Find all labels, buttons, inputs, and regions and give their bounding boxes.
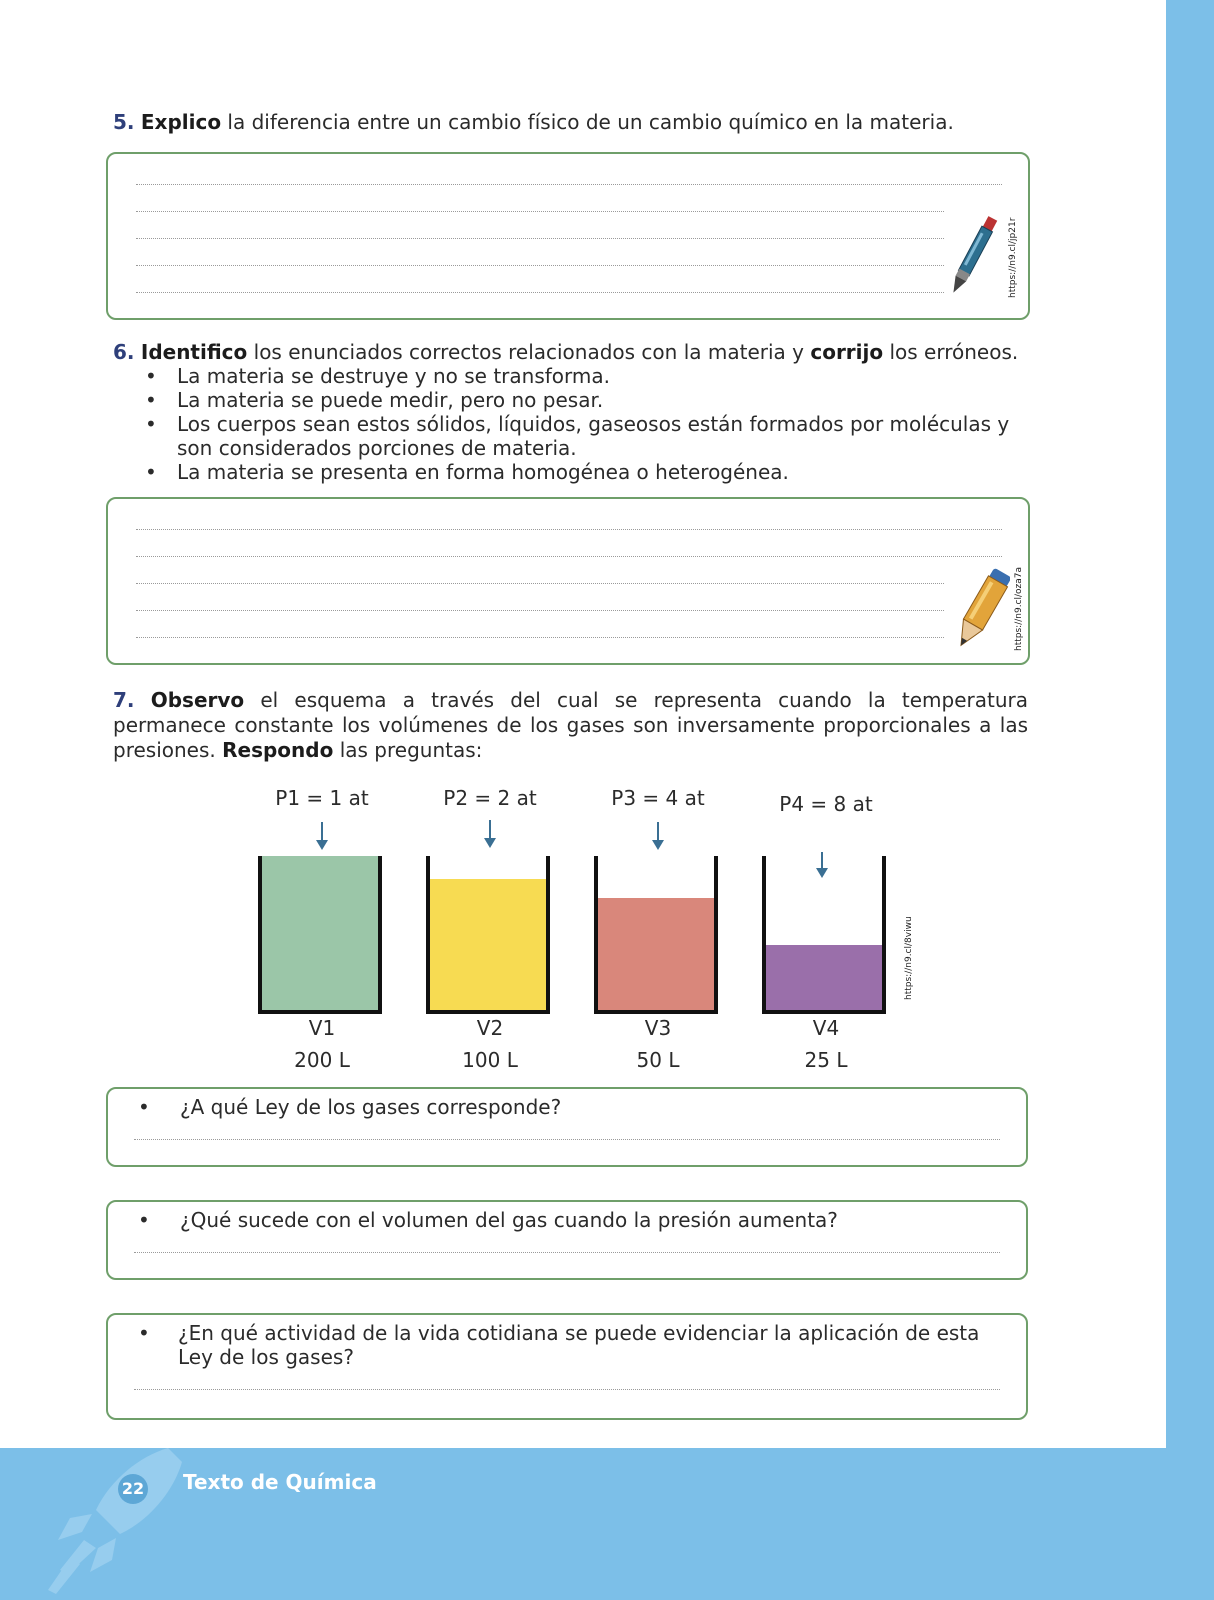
q6-answer-box[interactable] xyxy=(106,497,1030,665)
answer-line xyxy=(136,292,944,293)
answer-line xyxy=(136,637,944,638)
image-source-url: https://n9.cl/oza7a xyxy=(1014,566,1024,651)
volume-name-1: V1 xyxy=(308,1016,336,1040)
boyle-law-diagram xyxy=(250,780,950,1080)
pressure-arrow-1 xyxy=(321,822,323,848)
question-bullet: • xyxy=(138,1095,150,1119)
pressure-label-3: P3 = 4 at xyxy=(611,786,705,810)
question-bullet: • xyxy=(138,1208,150,1232)
side-bar xyxy=(1166,0,1214,1600)
image-source-url: https://n9.cl/8viwu xyxy=(904,916,914,1000)
gas-container-1 xyxy=(258,856,382,1014)
list-item: • Los cuerpos sean estos sólidos, líquidos, gaseosos están formados por moléculas y son considerados porciones de materia. xyxy=(113,412,1033,460)
gas-container-3 xyxy=(594,856,718,1014)
pressure-label-2: P2 = 2 at xyxy=(443,786,537,810)
q5-answer-box[interactable] xyxy=(106,152,1030,320)
answer-line xyxy=(136,610,944,611)
q5-title: 5. Explico la diferencia entre un cambio físico de un cambio químico en la materia. xyxy=(113,110,954,134)
answer-line xyxy=(136,556,1002,557)
pencil-icon xyxy=(954,563,1010,655)
question-text: ¿Qué sucede con el volumen del gas cuando la presión aumenta? xyxy=(180,1208,838,1232)
volume-name-3: V3 xyxy=(644,1016,672,1040)
pen-icon xyxy=(946,210,1002,302)
volume-name-2: V2 xyxy=(476,1016,504,1040)
question-text: ¿En qué actividad de la vida cotidiana se puede evidenciar la aplicación de esta Ley de los gases? xyxy=(178,1321,980,1369)
question-text: ¿A qué Ley de los gases corresponde? xyxy=(180,1095,562,1119)
answer-line xyxy=(136,529,1002,530)
volume-value-4: 25 L xyxy=(804,1048,848,1072)
q7-question-box-1[interactable] xyxy=(106,1087,1028,1167)
pressure-arrow-3 xyxy=(657,822,659,848)
question-bullet: • xyxy=(138,1321,150,1345)
page-number: 22 xyxy=(118,1474,148,1504)
image-source-url: https://n9.cl/jp21r xyxy=(1008,217,1018,298)
answer-line xyxy=(136,184,1002,185)
gas-volume-fill-1 xyxy=(262,856,378,1010)
answer-line xyxy=(136,238,944,239)
page-footer xyxy=(0,1448,1166,1600)
list-item: • La materia se presenta en forma homogénea o heterogénea. xyxy=(113,460,1033,484)
answer-line xyxy=(134,1139,1000,1140)
answer-line xyxy=(134,1252,1000,1253)
volume-value-3: 50 L xyxy=(636,1048,680,1072)
gas-volume-fill-2 xyxy=(430,879,546,1010)
footer-title: Texto de Química xyxy=(183,1470,377,1494)
answer-line xyxy=(136,211,944,212)
pressure-arrow-2 xyxy=(489,820,491,846)
pressure-label-4: P4 = 8 at xyxy=(779,792,873,816)
answer-line xyxy=(134,1389,1000,1390)
list-item: • La materia se puede medir, pero no pesar. xyxy=(113,388,1033,412)
gas-volume-fill-4 xyxy=(766,945,882,1010)
answer-line xyxy=(136,583,944,584)
q7-instructions: 7. Observo el esquema a través del cual se representa cuando la temperatura permanece constante los volúmenes de los gases son inversamente proporcionales a las presiones. Respondo las preguntas: xyxy=(113,688,1029,762)
list-item: • La materia se destruye y no se transforma. xyxy=(113,364,1033,388)
q7-question-box-2[interactable] xyxy=(106,1200,1028,1280)
rocket-icon xyxy=(40,1448,190,1600)
volume-name-4: V4 xyxy=(812,1016,840,1040)
q6-title: 6. Identifico los enunciados correctos relacionados con la materia y corrijo los erróneos. xyxy=(113,340,1019,364)
gas-container-2 xyxy=(426,856,550,1014)
pressure-label-1: P1 = 1 at xyxy=(275,786,369,810)
q7-question-box-3[interactable] xyxy=(106,1313,1028,1420)
volume-value-1: 200 L xyxy=(294,1048,350,1072)
gas-volume-fill-3 xyxy=(598,898,714,1010)
answer-line xyxy=(136,265,944,266)
volume-value-2: 100 L xyxy=(462,1048,518,1072)
q6-statement-list xyxy=(113,364,1033,484)
gas-container-4 xyxy=(762,856,886,1014)
